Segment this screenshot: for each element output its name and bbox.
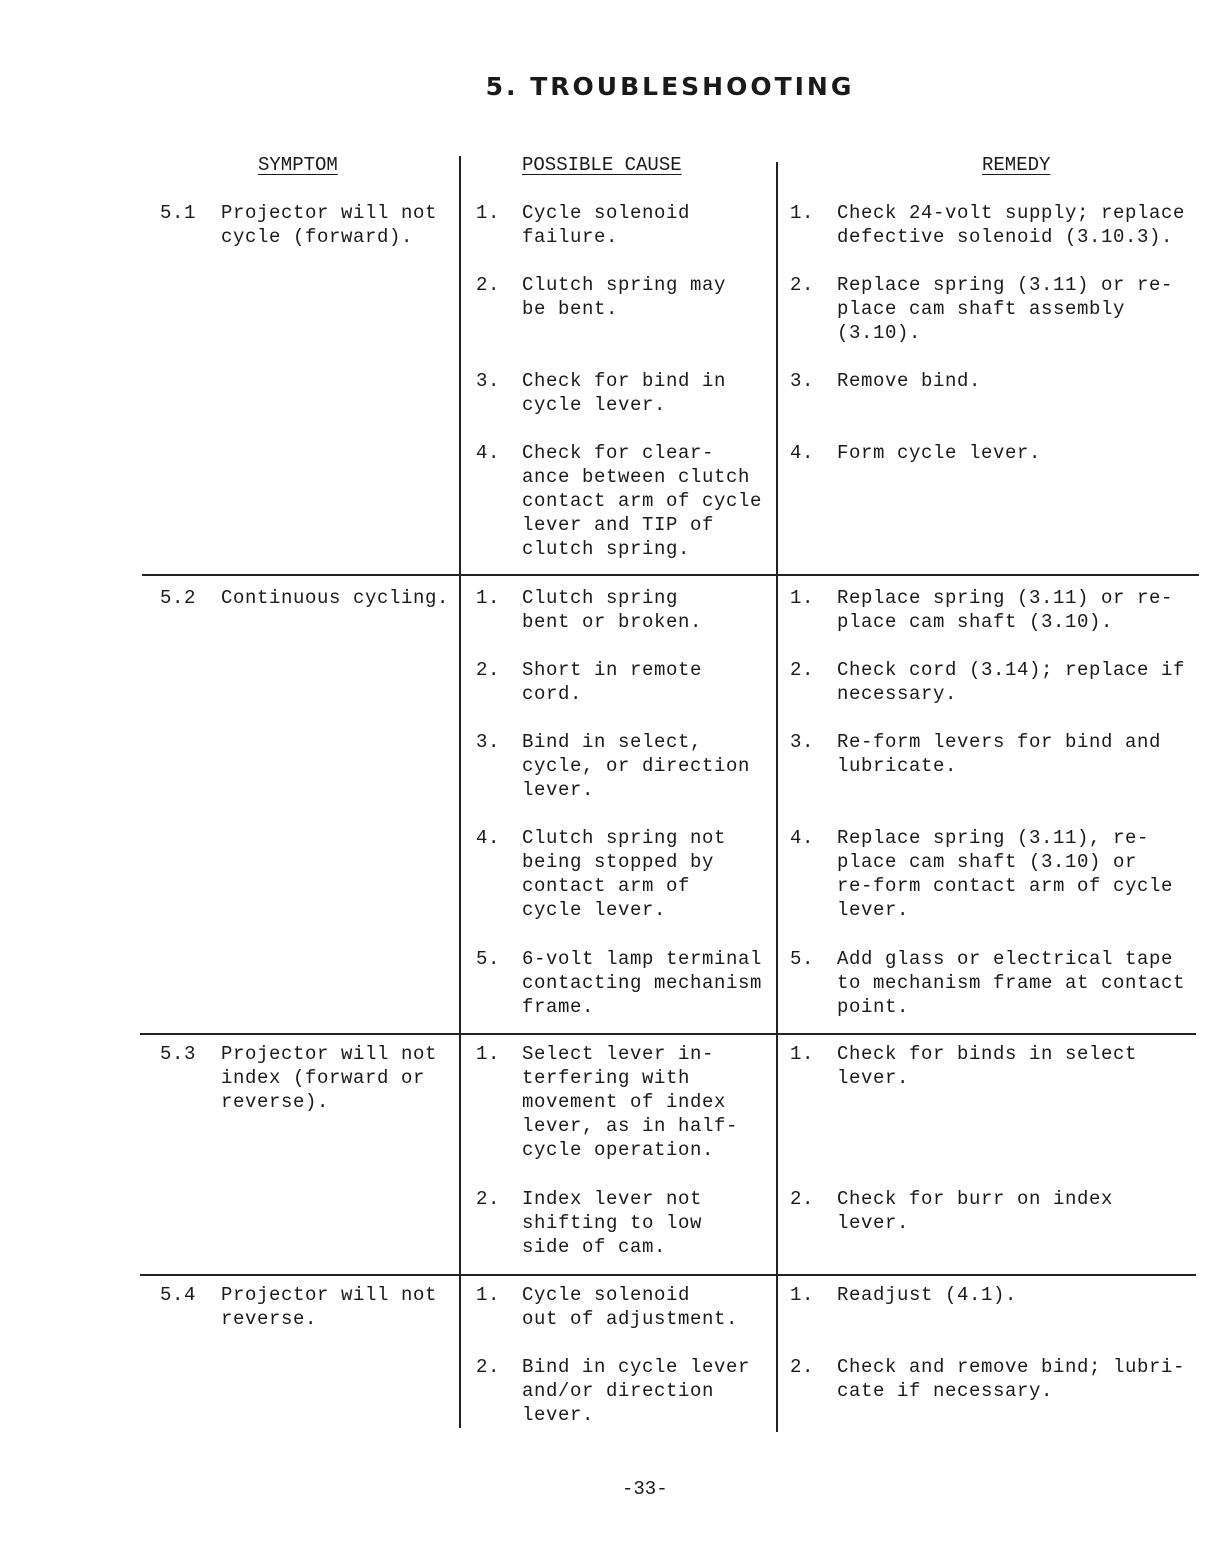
remedy-text: Check 24-volt supply; replace defective solenoid (3.10.3). [837, 202, 1186, 248]
remedy-text: Form cycle lever. [837, 442, 1042, 464]
cause-number: 5. [476, 948, 501, 970]
page-title: 5. TROUBLESHOOTING [485, 72, 855, 101]
cause-text: Select lever in- terfering with movement of index lever, as in half- cycle operation. [522, 1043, 739, 1161]
section-divider [140, 1033, 1196, 1035]
symptom-text: Projector will not cycle (forward). [221, 202, 438, 248]
cause-text: Short in remote cord. [522, 659, 703, 705]
remedy-number: 3. [790, 731, 815, 753]
remedy-text: Add glass or electrical tape to mechanism frame at contact point. [837, 948, 1186, 1018]
symptom-text: Continuous cycling. [221, 587, 450, 609]
remedy-number: 2. [790, 274, 815, 296]
cause-text: Clutch spring bent or broken. [522, 587, 703, 633]
section-divider [142, 574, 1199, 576]
section-divider [140, 1274, 1196, 1276]
remedy-text: Check for burr on index lever. [837, 1188, 1114, 1234]
section-number: 5.2 [160, 587, 197, 609]
cause-number: 1. [476, 587, 501, 609]
remedy-text: Check for binds in select lever. [837, 1043, 1138, 1089]
cause-number: 2. [476, 274, 501, 296]
cause-text: 6-volt lamp terminal contacting mechanism frame. [522, 948, 763, 1018]
remedy-text: Check cord (3.14); replace if necessary. [837, 659, 1186, 705]
cause-text: Cycle solenoid failure. [522, 202, 691, 248]
cause-number: 4. [476, 442, 501, 464]
cause-number: 2. [476, 659, 501, 681]
cause-text: Bind in select, cycle, or direction lever. [522, 731, 751, 801]
remedy-text: Replace spring (3.11), re- place cam shaft (3.10) or re-form contact arm of cycle lever. [837, 827, 1174, 921]
remedy-number: 5. [790, 948, 815, 970]
remedy-text: Check and remove bind; lubri- cate if necessary. [837, 1356, 1186, 1402]
remedy-number: 2. [790, 1356, 815, 1378]
remedy-number: 1. [790, 202, 815, 224]
remedy-number: 1. [790, 1284, 815, 1306]
column-divider-right [776, 162, 778, 1432]
cause-number: 2. [476, 1188, 501, 1210]
remedy-text: Re-form levers for bind and lubricate. [837, 731, 1162, 777]
cause-text: Bind in cycle lever and/or direction lever. [522, 1356, 751, 1426]
cause-number: 2. [476, 1356, 501, 1378]
remedy-number: 4. [790, 827, 815, 849]
remedy-number: 3. [790, 370, 815, 392]
cause-number: 3. [476, 731, 501, 753]
remedy-text: Replace spring (3.11) or re- place cam shaft (3.10). [837, 587, 1174, 633]
cause-text: Clutch spring may be bent. [522, 274, 727, 320]
remedy-header: REMEDY [982, 154, 1051, 176]
remedy-number: 1. [790, 1043, 815, 1065]
symptom-text: Projector will not reverse. [221, 1284, 438, 1330]
cause-number: 3. [476, 370, 501, 392]
remedy-text: Remove bind. [837, 370, 982, 392]
section-number: 5.1 [160, 202, 197, 224]
cause-number: 4. [476, 827, 501, 849]
remedy-text: Replace spring (3.11) or re- place cam shaft assembly (3.10). [837, 274, 1174, 344]
remedy-text: Readjust (4.1). [837, 1284, 1018, 1306]
cause-number: 1. [476, 1284, 501, 1306]
cause-text: Check for bind in cycle lever. [522, 370, 727, 416]
column-divider-left [459, 156, 461, 1428]
cause-text: Index lever not shifting to low side of cam. [522, 1188, 703, 1258]
section-number: 5.3 [160, 1043, 197, 1065]
section-number: 5.4 [160, 1284, 197, 1306]
possible-cause-header: POSSIBLE CAUSE [522, 154, 682, 176]
cause-number: 1. [476, 1043, 501, 1065]
cause-number: 1. [476, 202, 501, 224]
symptom-text: Projector will not index (forward or reverse). [221, 1043, 438, 1113]
cause-text: Clutch spring not being stopped by contact arm of cycle lever. [522, 827, 727, 921]
page-number: -33- [622, 1478, 668, 1500]
cause-text: Check for clear- ance between clutch contact arm of cycle lever and TIP of clutch spring. [522, 442, 763, 560]
cause-text: Cycle solenoid out of adjustment. [522, 1284, 739, 1330]
remedy-number: 2. [790, 1188, 815, 1210]
symptom-header: SYMPTOM [258, 154, 338, 176]
remedy-number: 1. [790, 587, 815, 609]
remedy-number: 2. [790, 659, 815, 681]
remedy-number: 4. [790, 442, 815, 464]
